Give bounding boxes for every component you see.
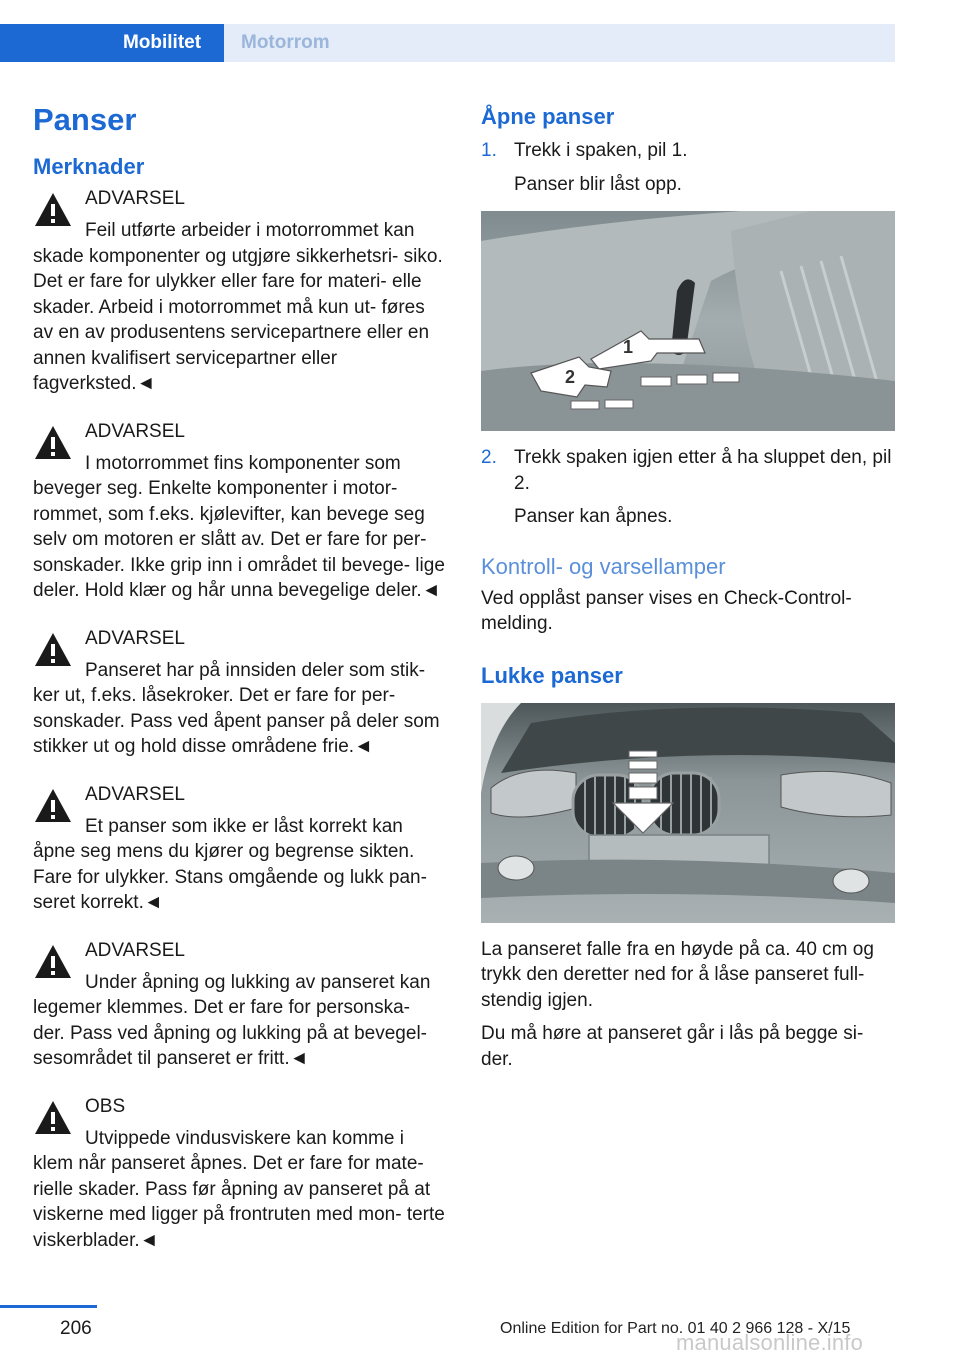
step-2-text: Trekk spaken igjen etter å ha sluppet den, pil 2. [514,447,892,494]
section-merknader: Merknader [33,154,145,179]
warning-triangle-icon [33,943,73,981]
warning-text: I motorrommet fins komponenter som beveger seg. Enkelte komponenter i motor‐ rommet, som f.eks. kjølevifter, kan bevege seg selv om motoren er slått av. Det er fare for per‐ sonskader. Ikke grip inn i området til bevege‐ lige deler. Hold klær og hår unna bevegelige deler.◄ [33,452,445,601]
hood-lever-image [481,211,895,431]
step-1-number: 1. [481,140,497,161]
warning-block [33,938,445,1072]
warning-triangle-icon [33,631,73,669]
svg-text:1: 1 [623,337,634,357]
step-1-text: Trekk i spaken, pil 1. [514,140,688,161]
warnings-list [33,186,445,1253]
section-lamps: Kontroll- og varsellamper [481,553,726,579]
warning-triangle-icon [33,191,73,229]
warning-text: Under åpning og lukking av panseret kan legemer klemmes. Det er fare for personska‐ der. Pass ved åpning og lukking på at bevegel‐ sesområdet til panseret er fritt.◄ [33,971,431,1069]
svg-text:2: 2 [565,367,576,387]
close-text-2: Du må høre at panseret går i lås på begge si‐ der. [481,1023,864,1070]
warning-block [33,1094,445,1254]
tab-mobilitet[interactable] [0,24,224,62]
warning-triangle-icon [33,1099,73,1137]
header-tabs [0,24,895,62]
car-front-image [481,703,895,923]
warning-title: ADVARSEL [85,188,185,209]
right-column [481,100,895,1072]
tab-motorrom-label: Motorrom [241,32,330,53]
warning-block [33,782,445,916]
watermark: manualsonline.info [676,1330,864,1355]
tab-motorrom[interactable] [224,24,895,62]
warning-text: Feil utførte arbeider i motorrommet kan skade komponenter og utgjøre sikkerhetsri‐ siko. Det er fare for ulykker eller fare for materi‐ elle skader. Arbeid i motorrommet må kun ut‐ føres av en av produsentens servicepartnere eller en annen kvalifisert servicepartner eller fagverksted.◄ [33,220,443,394]
step-2-sub: Panser kan åpnes. [514,506,673,527]
step-2 [481,445,895,530]
warning-block [33,186,445,397]
page-number: 206 [60,1318,92,1339]
warning-title: OBS [85,1095,126,1117]
page-title: Panser [33,102,137,137]
section-open-hood: Åpne panser [481,104,615,129]
edition-text: Online Edition for Part no. 01 40 2 966 128 - X/15 [500,1320,851,1337]
warning-title: ADVARSEL [85,420,185,442]
warning-triangle-icon [33,424,73,462]
warning-title: ADVARSEL [85,627,185,649]
warning-title: ADVARSEL [85,939,185,961]
close-text-1: La panseret falle fra en høyde på ca. 40 cm og trykk den deretter ned for å låse panseret full‐ stendig igjen. [481,938,874,1011]
footer-rule [0,1305,97,1308]
step-2-number: 2. [481,447,497,468]
section-close-hood: Lukke panser [481,662,623,688]
warning-triangle-icon [33,787,73,825]
lamps-text: Ved opplåst panser vises en Check-Control-melding. [481,587,852,634]
warning-block [33,626,445,760]
warning-text: Panseret har på innsiden deler som stik‐ ker ut, f.eks. låsekroker. Det er fare for per‐ sonskader. Pass ved åpent panser på deler som stikker ut og hold disse områdene frie.◄ [33,659,440,757]
tab-mobilitet-label: Mobilitet [122,32,202,53]
step-1 [481,138,895,197]
left-column [33,100,445,1275]
warning-text: Et panser som ikke er låst korrekt kan åpne seg mens du kjører og begrense sikten. Fare for ulykker. Stans omgående og lukk pan‐ seret korrekt.◄ [33,815,427,913]
warning-block [33,419,445,604]
step-1-sub: Panser blir låst opp. [514,173,682,195]
warning-title: ADVARSEL [85,783,185,805]
warning-text: Utvippede vindusviskere kan komme i klem når panseret åpnes. Det er fare for mate‐ rielle skader. Pass før åpning av panseret på at viskerne med ligger på frontruten med mon‐ terte viskerblader.◄ [33,1127,445,1251]
